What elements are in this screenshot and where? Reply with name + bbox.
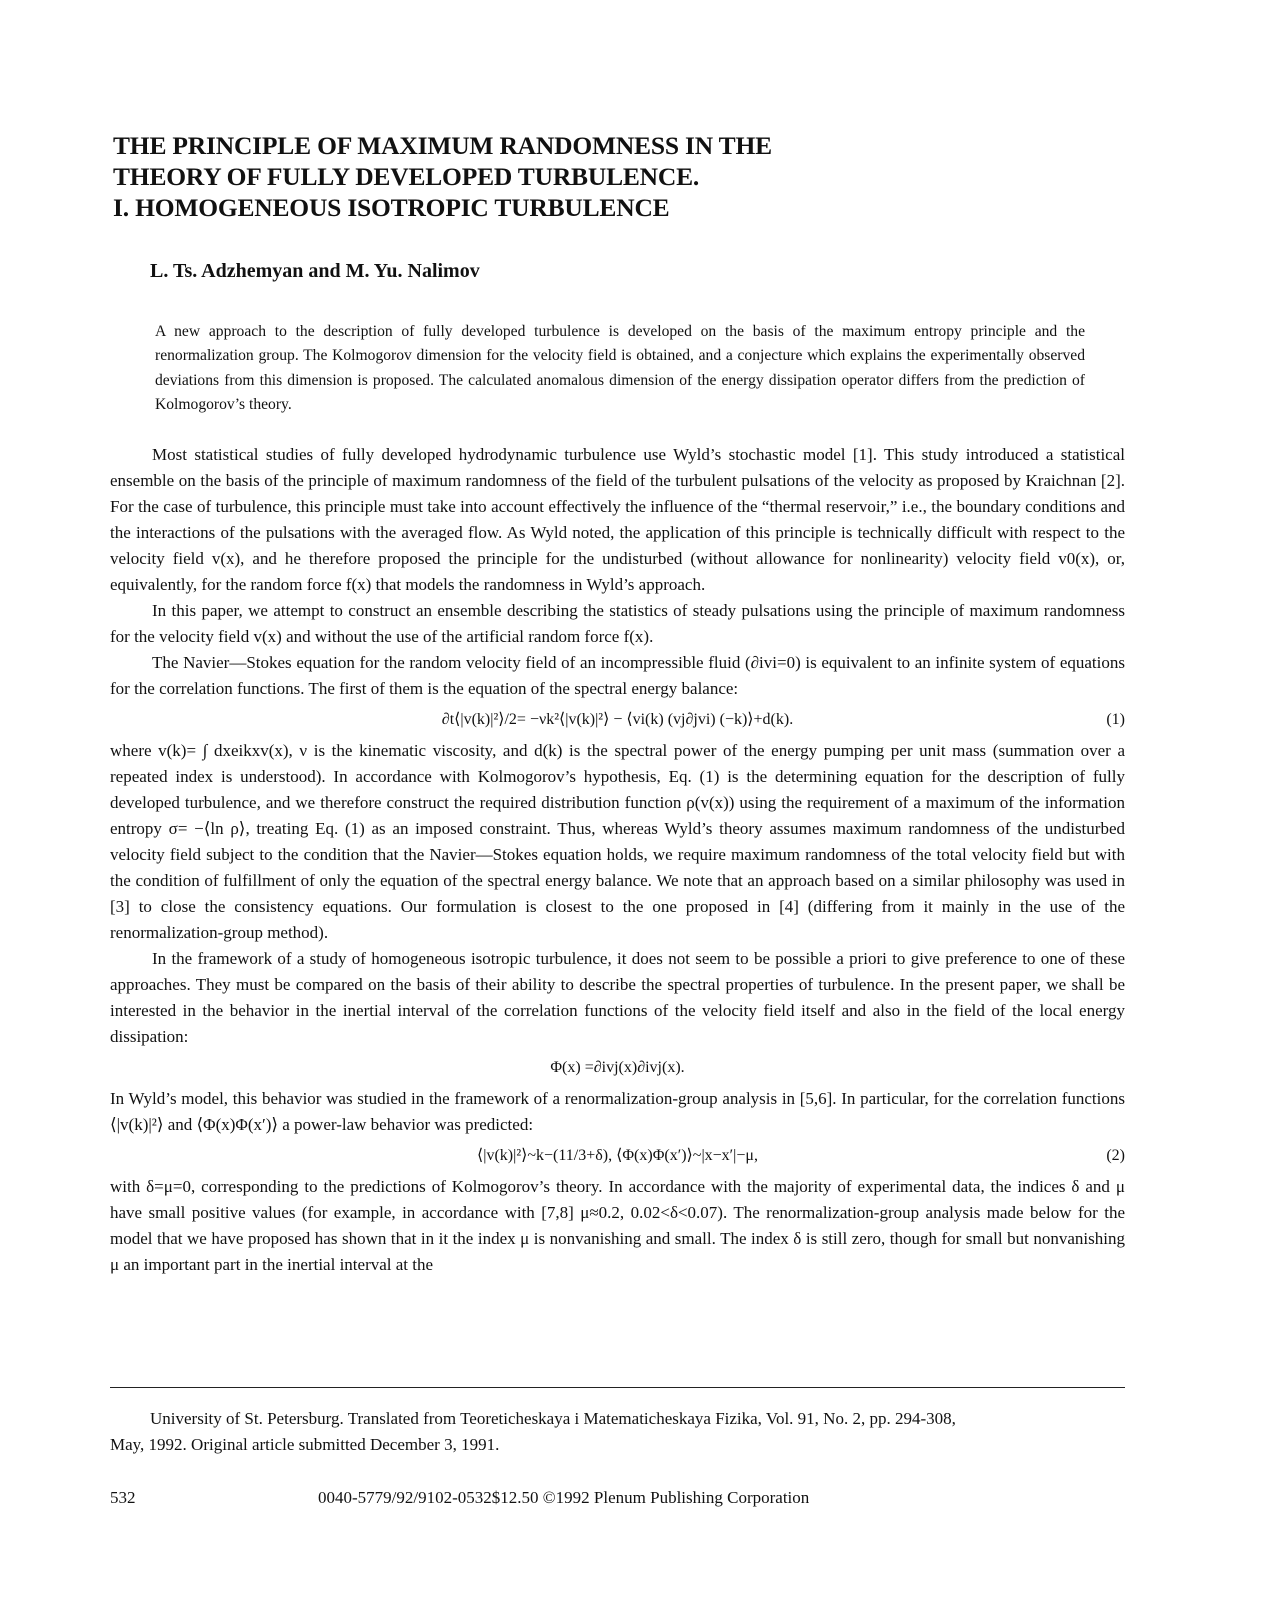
paragraph: In the framework of a study of homogeneous isotropic turbulence, it does not seem to be possible a priori to give preference to one of these approaches. They must be compared on the basis of their ability to describe the spectral properties of turbulence. In the present paper, we shall be interested in the behavior in the inertial interval of the correlation functions of the velocity field itself and also in the field of the local energy dissipation: — [110, 949, 1125, 1046]
paragraph: The Navier—Stokes equation for the random velocity field of an incompressible fluid (∂ivi=0) is equivalent to an infinite system of equations for the correlation functions. The first of them is the equation of the spectral energy balance: — [110, 653, 1125, 698]
abstract: A new approach to the description of fully developed turbulence is developed on the basis of the maximum entropy principle and the renormalization group. The Kolmogorov dimension for the velocity field is obtained, and a conjecture which explains the experimentally observed deviations from this dimension is proposed. The calculated anomalous dimension of the energy dissipation operator differs from the prediction of Kolmogorov’s theory. — [155, 323, 1085, 413]
paragraph: Most statistical studies of fully developed hydrodynamic turbulence use Wyld’s stochastic model [1]. This study introduced a statistical ensemble on the basis of the principle of maximum randomness of the field of the turbulent pulsations of the velocity as proposed by Kraichnan [2]. For the case of turbulence, this principle must take into account effectively the influence of the “thermal reservoir,” i.e., the boundary conditions and the interactions of the pulsations with the averaged flow. As Wyld noted, the application of this principle is technically difficult with respect to the velocity field v(x), and he therefore proposed the principle for the undisturbed (without allowance for nonlinearity) velocity field v0(x), or, equivalently, for the random force f(x) that models the randomness in Wyld’s approach. — [110, 445, 1125, 594]
paragraph: In this paper, we attempt to construct an ensemble describing the statistics of steady pulsations using the principle of maximum randomness for the velocity field v(x) and without the use of the artificial random force f(x). — [110, 601, 1125, 646]
paragraph: with δ=μ=0, corresponding to the predictions of Kolmogorov’s theory. In accordance with the majority of experimental data, the indices δ and μ have small positive values (for example, in accordance with [7,8] μ≈0.2, 0.02<δ<0.07). The renormalization-group analysis made below for the model that we have proposed has shown that in it the index μ is nonvanishing and small. The index δ is still zero, though for small but nonvanishing μ an important part in the inertial interval at the — [110, 1177, 1125, 1274]
authors: L. Ts. Adzhemyan and M. Yu. Nalimov — [150, 260, 480, 282]
title-line: THE PRINCIPLE OF MAXIMUM RANDOMNESS IN THE — [113, 131, 772, 160]
footnote-divider — [110, 1387, 1125, 1388]
copyright-line: 0040-5779/92/9102-0532$12.50 ©1992 Plenum Publishing Corporation — [318, 1488, 810, 1507]
equation-1-text: ∂t⟨|v(k)|²⟩/2= −νk²⟨|v(k)|²⟩ − ⟨vi(k) (vj∂jvi) (−k)⟩+d(k). — [441, 711, 794, 728]
page-number: 532 — [110, 1488, 136, 1507]
equation-phi-text: Φ(x) =∂ivj(x)∂ivj(x). — [550, 1059, 685, 1076]
footnote-line: University of St. Petersburg. Translated from Teoreticheskaya i Matematicheskaya Fizika, Vol. 91, No. 2, pp. 294-308, — [150, 1409, 956, 1428]
equation-2 — [110, 1138, 1125, 1174]
paragraph: In Wyld’s model, this behavior was studied in the framework of a renormalization-group analysis in [5,6]. In particular, for the correlation functions ⟨|v(k)|²⟩ and ⟨Φ(x)Φ(x′)⟩ a power-law behavior was predicted: — [110, 1089, 1125, 1134]
equation-1-number: (1) — [1106, 711, 1125, 728]
footnote — [110, 1406, 1125, 1458]
title-line: I. HOMOGENEOUS ISOTROPIC TURBULENCE — [113, 193, 670, 222]
article-title — [113, 130, 1013, 223]
equation-phi — [110, 1050, 1125, 1086]
equation-2-text: ⟨|v(k)|²⟩~k−(11/3+δ), ⟨Φ(x)Φ(x′)⟩~|x−x′|−μ, — [477, 1147, 758, 1164]
footnote-line: May, 1992. Original article submitted December 3, 1991. — [110, 1435, 500, 1454]
equation-1 — [110, 702, 1125, 738]
article-body — [110, 442, 1125, 1278]
title-line: THEORY OF FULLY DEVELOPED TURBULENCE. — [113, 162, 700, 191]
equation-2-number: (2) — [1106, 1147, 1125, 1164]
paragraph: where v(k)= ∫ dxeikxv(x), ν is the kinematic viscosity, and d(k) is the spectral power of the energy pumping per unit mass (summation over a repeated index is understood). In accordance with Kolmogorov’s hypothesis, Eq. (1) is the determining equation for the description of fully developed turbulence, and we therefore construct the required distribution function ρ(v(x)) using the requirement of a maximum of the information entropy σ= −⟨ln ρ⟩, treating Eq. (1) as an imposed constraint. Thus, whereas Wyld’s theory assumes maximum randomness of the undisturbed velocity field subject to the condition that the Navier—Stokes equation holds, we require maximum randomness of the total velocity field but with the condition of fulfillment of only the equation of the spectral energy balance. We note that an approach based on a similar philosophy was used in [3] to close the consistency equations. Our formulation is closest to the one proposed in [4] (differing from it mainly in the use of the renormalization-group method). — [110, 741, 1125, 942]
